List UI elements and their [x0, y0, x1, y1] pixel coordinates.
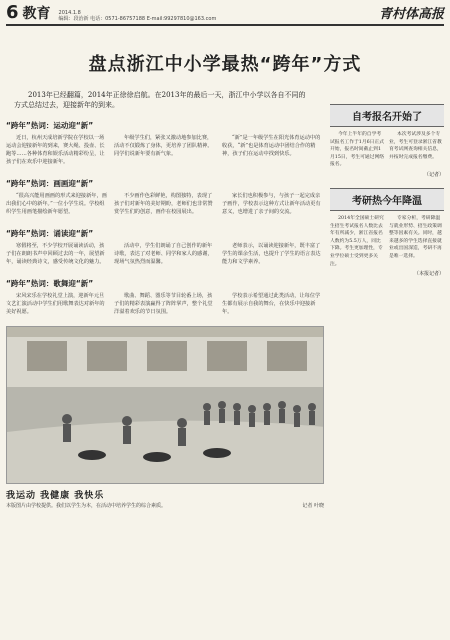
sidebar: [330, 104, 444, 277]
text-column: 年级学生们，紧张又激动地参加比赛，活动不仅锻炼了身体，更培养了团队精神。同学们说新年要有新气象。: [114, 135, 213, 157]
text-column: 活动中，学生们朗诵了自己创作的新年诗歌，表达了对老师、同学和家人的感谢，现场气氛热烈而温馨。: [114, 243, 213, 265]
text-column: 本次考试涉及多个专业，考生可登录浙江省教育考试网查询相关信息，并按时完成报名缴费。: [389, 132, 442, 160]
editor-line: 编辑：段治新 电话：0571-86757188 E-mail:99297810@163.com: [58, 16, 217, 22]
byline: 记者 叶晓: [302, 503, 324, 509]
page-number: 6: [6, 2, 19, 23]
text-column: 2014年全国硕士研究生招生考试报名人数比去年有所减少，浙江省报名人数约为5.5万人，同比下降。考生更加理性，专业学位硕士受到更多关注。: [330, 215, 384, 267]
section-heading: “跨年”热词：画画迎“新”: [6, 179, 94, 188]
article-section: [6, 228, 324, 266]
section-heading: “跨年”热词：诵读迎“新”: [6, 229, 94, 238]
article-lead: 2013年已经翻篇，2014年正徐徐启航。在2013年的最后一天，浙江中小学以各自不同的方式总结过去，迎接新年的到来。: [14, 91, 306, 109]
text-column: 学校表示希望通过此类活动，让每位学生都有展示自我的舞台，在快乐中迎接新年。: [222, 293, 321, 315]
sidebar-heading: 自考报名开始了: [330, 104, 444, 127]
article-section: [6, 178, 324, 216]
article-section: [6, 120, 324, 166]
masthead-logo: 青村体高报: [378, 7, 444, 22]
text-column: 今年上半年的自学考试报名工作于1月6日正式开始，报名时间截止到1月15日，考生可通过网络报名。: [330, 132, 385, 168]
text-column: 专家分析，考研降温与就业形势、招生政策调整等因素有关。同时，越来越多的学生选择直接就业或出国深造，考研不再是唯一选择。: [389, 215, 442, 259]
byline: （本报记者）: [413, 271, 444, 278]
text-column: 不少画作色彩鲜艳，构图独特，表现了孩子们对新年的美好期盼，老师们也非常赞赏学生们的创意，画作在校园展出。: [114, 193, 213, 215]
main-article-body: [6, 108, 324, 510]
header-meta: [59, 10, 217, 22]
sidebar-box-exam-registration: [330, 104, 444, 178]
text-column: 歌曲、舞蹈、器乐等节目轮番上场，孩子们的精彩表演赢得了阵阵掌声，整个礼堂洋溢着欢乐的节日氛围。: [114, 293, 213, 315]
section-heading: “跨年”热词：歌舞迎“新”: [6, 279, 94, 288]
text-column: 寒假将至，不少学校开展诵读活动，孩子们在朗朗书声中回顾过去的一年，展望新年，诵读经典诗文，感受传统文化的魅力。: [6, 243, 105, 265]
text-column: 家长们也积极参与，与孩子一起完成亲子画作，学校表示这种方式让新年活动更有意义，也增进了亲子间的交流。: [222, 193, 321, 215]
text-column: “很高兴能用画画的形式来迎接新年，画出我们心中的新年。”一位小学生说。学校组织学生用画笔描绘新年愿望。: [6, 193, 107, 215]
page-header: [6, 4, 444, 26]
photo-caption: 我运动 我健康 我快乐: [6, 491, 105, 501]
text-column: 宋风宋乐在学校礼堂上演，迎新年元旦文艺汇演活动中学生们用歌舞表达对新年的美好祝愿。: [6, 293, 105, 315]
playground-photo-illustration: [7, 327, 324, 484]
sidebar-heading: 考研热今年降温: [330, 188, 444, 211]
section-heading: “跨年”热词：运动迎“新”: [6, 121, 94, 130]
bottom-note: [6, 503, 324, 510]
article-headline: 盘点浙江中小学最热“跨年”方式: [88, 54, 362, 75]
text-column: “新”是一年级学生在阳光体育运动中的收获，“新”也是体育运动中团结合作的精神，孩子们在运动中找到快乐。: [222, 135, 321, 157]
text-column: 近日，杭州天成培新学院在学校以一场运动会迎接新年的到来，赛大绳、投壶、长跑等……各种体育和娱乐活动精彩纷呈，让孩子们在欢乐中迎接新年。: [6, 135, 105, 165]
sidebar-box-postgrad: [330, 188, 444, 277]
section-title: 教育: [22, 6, 51, 22]
article-section: [6, 278, 324, 316]
news-photo: [6, 326, 324, 484]
text-column: 老师表示，以诵读迎接新年，既丰富了学生的课余生活，也提升了学生的语言表达能力和文学素养。: [222, 243, 321, 265]
issue-date: 2014.1.8: [58, 10, 81, 16]
note-text: 本版图片由学校提供。我们以学生为本，在活动中培养学生的综合素质。: [6, 503, 167, 509]
byline: （记者）: [423, 171, 444, 178]
